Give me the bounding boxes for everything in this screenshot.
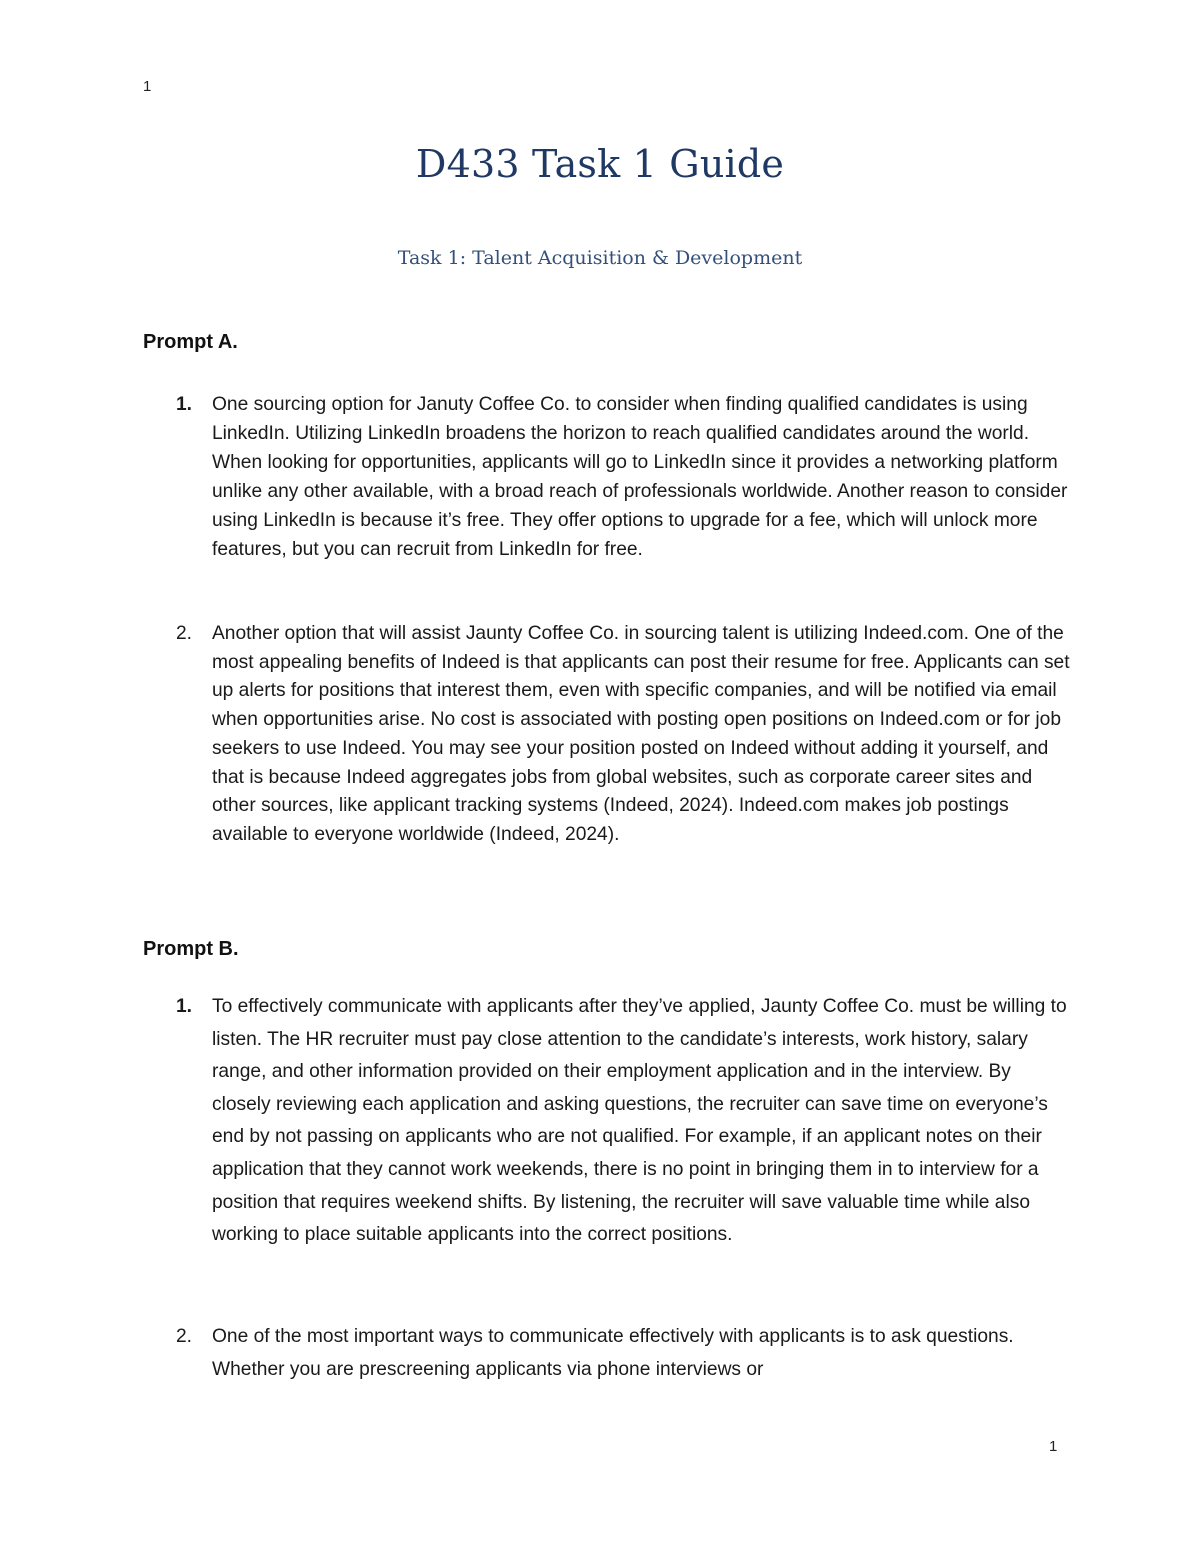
list-item-number: 2. — [176, 1326, 193, 1347]
list-item — [143, 1321, 1073, 1386]
prompt-a-heading: Prompt A. — [143, 331, 238, 353]
footer-page-number: 1 — [1049, 1438, 1058, 1455]
list-item-number: 1. — [176, 394, 193, 415]
list-item-text: One sourcing option for Januty Coffee Co. to consider when finding qualified candidates is using LinkedIn. Utilizing LinkedIn broadens the horizon to reach qualified candidates around the world. When looking for opportunities, applicants will go to LinkedIn since it provides a networking platform unlike any other available, with a broad reach of professionals worldwide. Another reason to consider using LinkedIn is because it’s free. They offer options to upgrade for a fee, which will unlock more features, but you can recruit from LinkedIn for free. — [212, 394, 1068, 560]
list-item — [143, 620, 1073, 850]
document-subtitle: Task 1: Talent Acquisition & Development — [397, 247, 803, 269]
list-item-text: To effectively communicate with applicants after they’ve applied, Jaunty Coffee Co. must be willing to listen. The HR recruiter must pay close attention to the candidate’s interests, work history, salary range, and other information provided on their employment application and in the interview. By closely reviewing each application and asking questions, the recruiter can save time on everyone’s end by not passing on applicants who are not qualified. For example, if an applicant notes on their application that they cannot work weekends, there is no point in bringing them in to interview for a position that requires weekend shifts. By listening, the recruiter will save valuable time while also working to place suitable applicants into the correct positions. — [212, 996, 1067, 1246]
header-page-number: 1 — [143, 78, 152, 95]
list-item-number: 1. — [176, 996, 193, 1017]
list-item-text: Another option that will assist Jaunty Coffee Co. in sourcing talent is utilizing Indeed.com. One of the most appealing benefits of Indeed is that applicants can post their resume for free. Applicants can set up alerts for positions that interest them, even with specific companies, and will be notified via email when opportunities arise. No cost is associated with posting open positions on Indeed.com or for job seekers to use Indeed. You may see your position posted on Indeed without adding it yourself, and that is because Indeed aggregates jobs from global websites, such as corporate career sites and other sources, like applicant tracking systems (Indeed, 2024). Indeed.com makes job postings available to everyone worldwide (Indeed, 2024). — [212, 623, 1070, 845]
list-item-number: 2. — [176, 623, 193, 644]
list-item-text: One of the most important ways to communicate effectively with applicants is to ask questions. Whether you are prescreening applicants via phone interviews or — [212, 1326, 1014, 1380]
list-item — [143, 390, 1073, 564]
document-title: D433 Task 1 Guide — [415, 142, 785, 186]
list-item — [143, 991, 1073, 1252]
prompt-b-heading: Prompt B. — [143, 938, 239, 960]
